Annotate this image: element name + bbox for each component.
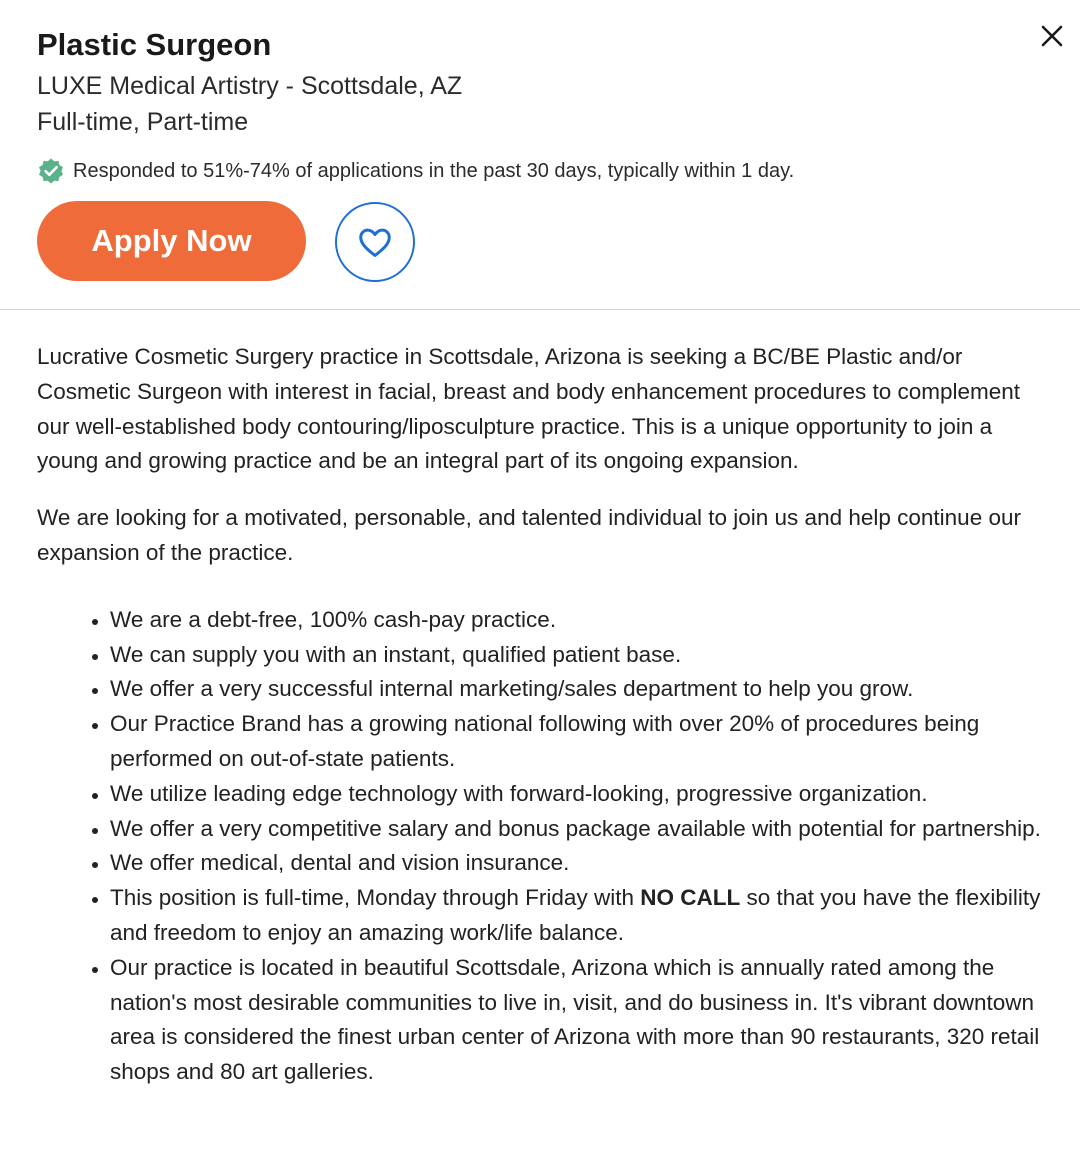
description-paragraph: Lucrative Cosmetic Surgery practice in Scottsdale, Arizona is seeking a BC/BE Plastic and/or Cosmetic Surgeon with interest in facial, breast and body enhancement procedures to complement our well-established body contouring/liposculpture practice. This is a unique opportunity to join a young and growing practice and be an integral part of its ongoing expansion. — [37, 344, 1021, 474]
list-item: • Our practice is located in beautiful Scottsdale, Arizona which is annually rated among the nation's most desirable communities to live in, visit, and do business in. It's vibrant downtown area is considered the finest urban center of Arizona with more than 90 restaurants, 320 retail shops and 80 art galleries. — [110, 951, 1047, 1090]
close-button[interactable] — [1036, 20, 1068, 52]
list-item: • We utilize leading edge technology with forward-looking, progressive organization. — [110, 777, 1047, 812]
list-item — [110, 881, 1047, 951]
response-rate-text: Responded to 51%-74% of applications in the past 30 days, typically within 1 day. — [73, 160, 795, 182]
list-item: • We offer a very successful internal marketing/sales department to help you grow. — [110, 672, 1047, 707]
job-description — [37, 340, 1047, 1090]
list-item: • We can supply you with an instant, qualified patient base. — [110, 638, 1047, 673]
list-item: • Our Practice Brand has a growing national following with over 20% of procedures being performed on out-of-state patients. — [110, 707, 1047, 777]
list-item-text: This position is full-time, Monday through Friday with — [110, 885, 641, 911]
verified-badge-icon — [37, 157, 65, 185]
close-icon — [1036, 20, 1068, 52]
list-item-text: so that you have the flexibility and freedom to enjoy an amazing work/life balance. — [110, 885, 1041, 945]
no-call-emphasis: NO CALL — [640, 885, 741, 911]
response-rate — [37, 157, 794, 185]
apply-now-button[interactable]: Apply Now — [37, 201, 306, 281]
save-job-button[interactable] — [335, 202, 415, 282]
description-paragraph: We are looking for a motivated, personable, and talented individual to join us and help continue our expansion of the practice. — [37, 505, 1021, 565]
list-item: • We offer medical, dental and vision insurance. — [110, 846, 1047, 881]
job-type: Full-time, Part-time — [37, 108, 249, 136]
list-item: • We are a debt-free, 100% cash-pay practice. — [110, 603, 1047, 638]
heart-icon — [356, 223, 394, 261]
job-header — [0, 0, 1080, 310]
job-title: Plastic Surgeon — [37, 27, 272, 62]
company-location: LUXE Medical Artistry - Scottsdale, AZ — [37, 72, 463, 100]
benefits-list — [37, 603, 1047, 1090]
list-item: • We offer a very competitive salary and bonus package available with potential for partnership. — [110, 812, 1047, 847]
